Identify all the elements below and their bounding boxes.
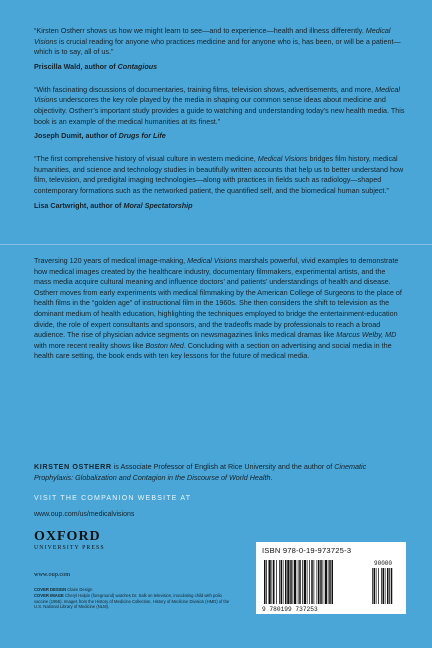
description-text: Traversing 120 years of medical image-making, Medical Visions marshals powerful, vivid examples to demonstrate how medical images created by the healthcare industry, documentary filmmakers, experimental artists, and the mass media acquire cultural meaning and influence doctors’ and patients’ understandings of health and disease. Ostherr moves from early experiments with medical filmmaking by the American College of Surgeons to the place of health films in the “golden age” of instructional film in the 1960s. She then considers the shift to television as the dominant medium of health education, highlighting the techniques employed to bridge the entertainment-education divide, the role of expert consultants and sponsors, and the tradeoffs made by professionals to reach a broad audience. The rise of physician advice segments on newsmagazines links medical dramas like Marcus Welby, MD with more recent reality shows like Boston Med. Concluding with a section on advertising and social media in the health care setting, the book ends with ten key lessons for the future of medical media. bbox=[34, 256, 402, 361]
barcode-addon-bar bbox=[381, 568, 382, 604]
barcode-addon-bar bbox=[389, 568, 390, 604]
barcode-bar bbox=[293, 560, 294, 604]
endorser: Joseph Dumit, author of bbox=[34, 131, 117, 141]
barcode-bar bbox=[299, 560, 301, 604]
endorsement-attribution bbox=[34, 131, 406, 141]
barcode-bar bbox=[329, 560, 331, 604]
barcode-bar bbox=[273, 560, 275, 604]
barcode-bar bbox=[279, 560, 280, 604]
companion-url[interactable]: www.oup.com/us/medicalvisions bbox=[34, 511, 135, 518]
barcode-bar bbox=[320, 560, 322, 604]
barcode-bar bbox=[332, 560, 334, 604]
barcode-bar bbox=[294, 560, 296, 604]
barcode-addon-bar bbox=[383, 568, 385, 604]
endorsement-attribution bbox=[34, 62, 406, 72]
endorser: Priscilla Wald, author of bbox=[34, 61, 116, 71]
barcode-bar bbox=[302, 560, 303, 604]
barcode-addon-bar bbox=[385, 568, 386, 604]
credit-text: Claire Design bbox=[67, 587, 93, 592]
endorsement-quote: “Kirsten Ostherr shows us how we might learn to see—and to experience—health and illness differently. Medical Visions is crucial reading for anyone who practices medicine and for anyone who is, has been, or will be a patient—which is to say, all of us.” bbox=[34, 26, 401, 57]
barcode-bar bbox=[285, 560, 287, 604]
author-name: KIRSTEN OSTHERR bbox=[34, 462, 112, 471]
endorsement-quote: “The first comprehensive history of visual culture in western medicine, Medical Visions bridges film history, medical humanities, and science and technology studies in beautifully written accounts that help us to better understand how film, television, and predigital imaging technologies—along with practices in fields such as radiology—shaped contemporary formations such as the networked patient, the quantified self, and the biomedical human subject.” bbox=[34, 154, 404, 195]
author-bio bbox=[34, 462, 404, 483]
barcode-addon-bar bbox=[387, 568, 389, 604]
barcode-bar bbox=[317, 560, 318, 604]
publisher-press: UNIVERSITY PRESS bbox=[34, 545, 105, 551]
barcode-bar bbox=[307, 560, 308, 604]
companion-label: VISIT THE COMPANION WEBSITE AT bbox=[34, 495, 192, 502]
barcode-bar bbox=[298, 560, 299, 604]
barcode-bar bbox=[314, 560, 315, 604]
barcode-bar bbox=[269, 560, 271, 604]
endorsement bbox=[34, 154, 406, 210]
barcode-bar bbox=[309, 560, 310, 604]
publisher-url[interactable]: www.oup.com bbox=[34, 571, 71, 578]
price-code: 90000 bbox=[374, 560, 393, 567]
endorser-work: Moral Spectatorship bbox=[123, 200, 193, 210]
book-description bbox=[34, 256, 404, 362]
barcode-bar bbox=[323, 560, 324, 604]
barcode-bar bbox=[328, 560, 329, 604]
barcode-bar bbox=[311, 560, 313, 604]
barcode-digits: 9 780199 737253 bbox=[262, 606, 318, 612]
isbn-barcode-box bbox=[256, 542, 406, 614]
credit-label: COVER IMAGE bbox=[34, 592, 64, 598]
barcode-addon-bar bbox=[376, 568, 377, 604]
divider bbox=[0, 244, 432, 245]
barcode-bar bbox=[266, 560, 267, 604]
barcode-bar bbox=[281, 560, 283, 604]
endorsement-quote: “With fascinating discussions of documentaries, training films, television shows, advertisements, and more, Medical Visions underscores the key role played by the media in shaping our common sense ideas about medicine and objectivity. Ostherr’s important study provides a guide to watching and understanding today’s new health media. This book is an example of the medical humanities at its finest.” bbox=[34, 84, 405, 126]
barcode-bar bbox=[304, 560, 306, 604]
endorsement-attribution bbox=[34, 201, 406, 211]
barcode-addon-bar bbox=[372, 568, 373, 604]
credit-label: COVER DESIGN bbox=[34, 587, 67, 592]
endorser-work: Drugs for Life bbox=[118, 131, 166, 141]
author-bio-text: is Associate Professor of English at Rice University and the author of Cinematic Prophylaxis: Globalization and Contagion in the Discourse of World Health. bbox=[34, 462, 367, 482]
credit-text: Cheryl Halpin (foreground) watches Dr. Salk on television, inoculating child with polio vaccine (1955). Images from the History of Medicine Collection, History of Medicine Division (HMD) of the U.S. National Library of Medicine (NLM). bbox=[34, 592, 230, 610]
barcode-bar bbox=[290, 560, 292, 604]
endorsement bbox=[34, 26, 406, 72]
cover-credits bbox=[34, 587, 234, 610]
credit-image bbox=[34, 593, 234, 610]
endorsements bbox=[34, 26, 406, 224]
isbn-number: ISBN 978-0-19-973725-3 bbox=[262, 546, 352, 555]
endorser-work: Contagious bbox=[117, 61, 158, 71]
barcode-bar bbox=[276, 560, 277, 604]
barcode-addon-bar bbox=[374, 568, 376, 604]
barcode-bar bbox=[325, 560, 327, 604]
endorsement bbox=[34, 85, 406, 141]
publisher-name: OXFORD bbox=[34, 529, 101, 544]
endorser: Lisa Cartwright, author of bbox=[34, 200, 122, 210]
barcode-bar bbox=[287, 560, 289, 604]
barcode-bar bbox=[318, 560, 320, 604]
publisher-logo bbox=[34, 529, 154, 552]
barcode-icon bbox=[262, 558, 400, 612]
barcode-bar bbox=[264, 560, 266, 604]
barcode-addon-bar bbox=[378, 568, 379, 604]
barcode-bar bbox=[272, 560, 273, 604]
barcode-bar bbox=[283, 560, 284, 604]
barcode-addon-bar bbox=[391, 568, 393, 604]
